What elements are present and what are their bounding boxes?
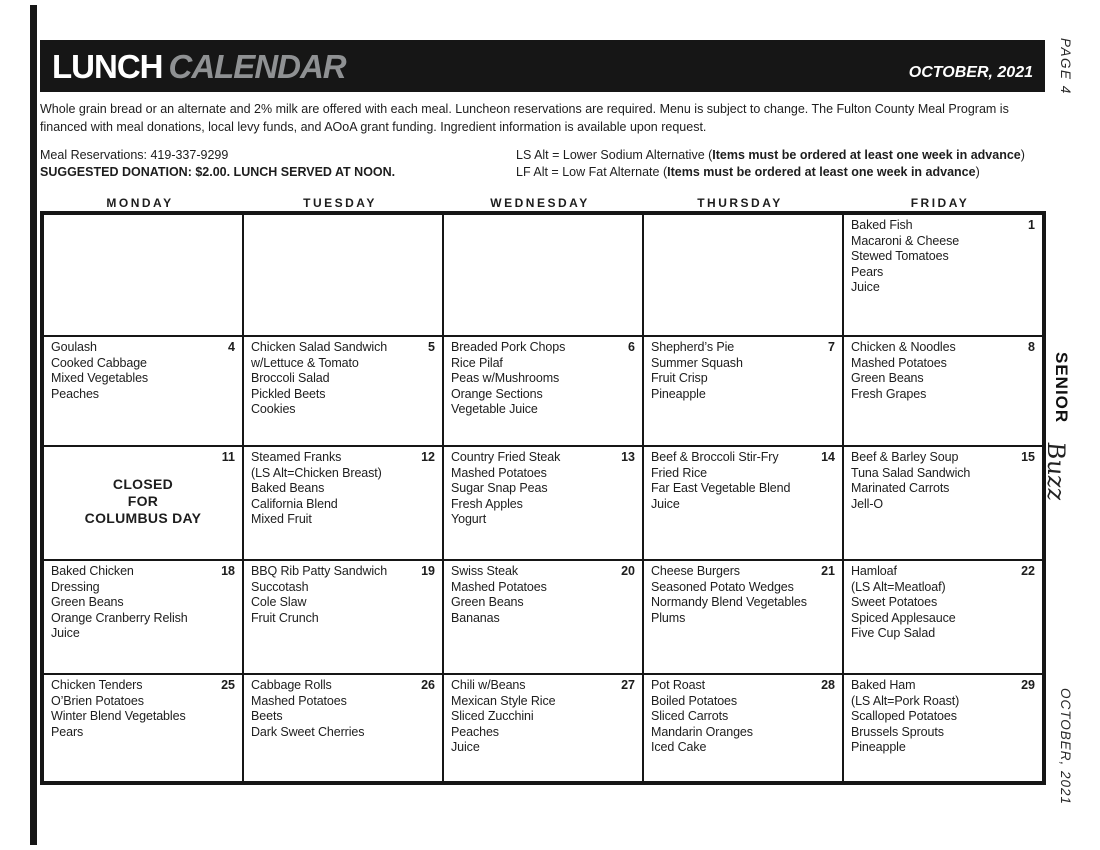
menu-item: Five Cup Salad (851, 626, 936, 641)
menu-item: Jell-O (851, 496, 884, 511)
day-number: 19 (421, 564, 435, 578)
closed-notice-line: CLOSED (112, 476, 174, 492)
menu-item: Sliced Zucchini (451, 709, 534, 724)
menu-item: Peaches (51, 386, 99, 401)
day-headers (40, 196, 1040, 210)
menu-item: Green Beans (451, 595, 524, 610)
menu-item: Chicken Salad Sandwich (251, 340, 388, 354)
menu-item: Shepherd’s Pie (651, 340, 735, 354)
menu-item: Chicken & Noodles (851, 340, 956, 354)
day-number: 21 (821, 564, 835, 578)
menu-item: Juice (451, 740, 480, 755)
menu-item: Pineapple (651, 386, 706, 401)
menu-item: Goulash (51, 340, 97, 354)
menu-item: Beef & Broccoli Stir-Fry (651, 450, 779, 464)
reservation-block (40, 147, 516, 181)
menu-item: Mexican Style Rice (451, 693, 556, 708)
closed-notice-line: COLUMBUS DAY (84, 510, 202, 526)
menu-item: Steamed Franks (251, 450, 342, 464)
calendar-cell (43, 560, 243, 674)
day-header-wednesday: WEDNESDAY (490, 196, 590, 210)
calendar-cell (843, 674, 1043, 782)
day-number: 25 (221, 678, 235, 692)
calendar-cell (43, 214, 243, 336)
menu-item: Normandy Blend Vegetables (651, 595, 807, 610)
legend-block (516, 147, 1045, 181)
menu-item: Scalloped Potatoes (851, 709, 957, 724)
calendar-cell (43, 446, 243, 560)
menu-item: Juice (651, 496, 680, 511)
calendar-cell (843, 214, 1043, 336)
menu-item: Green Beans (51, 595, 124, 610)
calendar-grid (40, 211, 1046, 785)
menu-item: Fruit Crisp (651, 371, 708, 386)
calendar-cell (243, 446, 443, 560)
lf-alt-prefix: LF Alt = Low Fat Alternate ( (516, 165, 668, 179)
menu-item: Plums (651, 610, 686, 625)
day-number: 4 (228, 340, 235, 354)
menu-item: Succotash (251, 579, 309, 594)
menu-item: Baked Beans (251, 481, 325, 496)
menu-item: Mandarin Oranges (651, 724, 753, 739)
calendar-cell (443, 674, 643, 782)
closed-notice-line: FOR (127, 493, 159, 509)
menu-item: Pot Roast (651, 678, 705, 692)
page-title (52, 47, 346, 85)
menu-item: Spiced Applesauce (851, 610, 956, 625)
menu-item: Boiled Potatoes (651, 693, 738, 708)
menu-item: California Blend (251, 496, 338, 511)
day-number: 11 (221, 450, 235, 464)
menu-item: Yogurt (451, 512, 487, 527)
calendar-cell (643, 446, 843, 560)
menu-item: Baked Ham (851, 678, 916, 692)
menu-item: Cooked Cabbage (51, 355, 147, 370)
day-number: 7 (828, 340, 835, 354)
menu-item: Macaroni & Cheese (851, 233, 960, 248)
menu-item: Orange Cranberry Relish (51, 610, 188, 625)
menu-item: Cole Slaw (251, 595, 307, 610)
side-script-logo: Buzz (1042, 440, 1070, 502)
day-number: 5 (428, 340, 435, 354)
menu-item: Orange Sections (451, 386, 543, 401)
menu-item: (LS Alt=Meatloaf) (851, 579, 946, 594)
menu-item: Bananas (451, 610, 500, 625)
calendar-cell (643, 214, 843, 336)
ls-alt-bold: Items must be ordered at least one week in advance (712, 148, 1021, 162)
menu-item: Juice (851, 280, 880, 295)
menu-item: Beets (251, 709, 283, 724)
menu-item: (LS Alt=Pork Roast) (851, 693, 960, 708)
menu-item: Far East Vegetable Blend (651, 481, 791, 496)
menu-item: Chicken Tenders (51, 678, 143, 692)
menu-item: Peas w/Mushrooms (451, 371, 560, 386)
title-primary: LUNCH (52, 47, 163, 85)
menu-item: Vegetable Juice (451, 402, 538, 417)
menu-item: Green Beans (851, 371, 924, 386)
menu-item: Sugar Snap Peas (451, 481, 548, 496)
side-publication-label: SENIOR (1052, 352, 1071, 424)
menu-item: w/Lettuce & Tomato (251, 355, 359, 370)
calendar-cell (443, 336, 643, 446)
menu-item: Rice Pilaf (451, 355, 503, 370)
calendar-cell (243, 560, 443, 674)
calendar-cell (443, 214, 643, 336)
menu-item: Cheese Burgers (651, 564, 740, 578)
side-page-label: PAGE 4 (1058, 38, 1073, 95)
menu-item: Fried Rice (651, 465, 707, 480)
day-number: 12 (421, 450, 435, 464)
menu-item: Iced Cake (651, 740, 707, 755)
closed-notice (51, 450, 235, 527)
calendar-cell (643, 674, 843, 782)
menu-item: Pears (51, 724, 84, 739)
calendar-cell (243, 674, 443, 782)
menu-item: Sweet Potatoes (851, 595, 938, 610)
calendar-cell (43, 674, 243, 782)
menu-item: Brussels Sprouts (851, 724, 944, 739)
menu-item: Broccoli Salad (251, 371, 330, 386)
main-content (40, 40, 1045, 785)
menu-item: Peaches (451, 724, 499, 739)
menu-item: Breaded Pork Chops (451, 340, 566, 354)
menu-item: Pears (851, 264, 884, 279)
menu-item: Dark Sweet Cherries (251, 724, 365, 739)
ls-alt-prefix: LS Alt = Lower Sodium Alternative ( (516, 148, 713, 162)
menu-item: Mashed Potatoes (451, 465, 547, 480)
menu-item: Cabbage Rolls (251, 678, 332, 692)
day-number: 8 (1028, 340, 1035, 354)
day-number: 27 (621, 678, 635, 692)
menu-item: Hamloaf (851, 564, 897, 578)
title-secondary: CALENDAR (168, 47, 346, 85)
day-number: 13 (621, 450, 635, 464)
day-number: 28 (821, 678, 835, 692)
reservation-line: Meal Reservations: 419-337-9299 (40, 148, 229, 162)
calendar-cell (843, 560, 1043, 674)
calendar-cell (843, 336, 1043, 446)
side-date-label: OCTOBER, 2021 (1058, 688, 1073, 806)
menu-item: Fresh Grapes (851, 386, 927, 401)
menu-item: Tuna Salad Sandwich (851, 465, 971, 480)
day-number: 20 (621, 564, 635, 578)
menu-item: Pineapple (851, 740, 906, 755)
menu-item: Mixed Vegetables (51, 371, 149, 386)
menu-item: Marinated Carrots (851, 481, 950, 496)
calendar-cell (443, 560, 643, 674)
menu-item: Swiss Steak (451, 564, 518, 578)
menu-item: Mashed Potatoes (251, 693, 347, 708)
menu-item: Dressing (51, 579, 100, 594)
day-header-monday: MONDAY (106, 196, 174, 210)
day-number: 6 (628, 340, 635, 354)
ls-alt-close: ) (1020, 148, 1025, 162)
menu-item: Summer Squash (651, 355, 743, 370)
menu-item: Mashed Potatoes (851, 355, 947, 370)
calendar-cell (843, 446, 1043, 560)
calendar-cell (643, 336, 843, 446)
menu-item: Beef & Barley Soup (851, 450, 959, 464)
menu-item: BBQ Rib Patty Sandwich (251, 564, 388, 578)
menu-item: Pickled Beets (251, 386, 326, 401)
menu-item: Fruit Crunch (251, 610, 319, 625)
menu-item: (LS Alt=Chicken Breast) (251, 465, 382, 480)
calendar-cell (443, 446, 643, 560)
calendar-cell (243, 336, 443, 446)
left-margin-bar (30, 5, 37, 845)
day-header-friday: FRIDAY (910, 196, 970, 210)
day-number: 22 (1021, 564, 1035, 578)
lf-alt-bold: Items must be ordered at least one week in advance (667, 165, 976, 179)
day-number: 18 (221, 564, 235, 578)
calendar-cell (43, 336, 243, 446)
info-row (40, 147, 1045, 181)
menu-item: Baked Chicken (51, 564, 134, 578)
day-header-thursday: THURSDAY (697, 196, 783, 210)
menu-item: Country Fried Steak (451, 450, 561, 464)
menu-item: Chili w/Beans (451, 678, 526, 692)
menu-item: Juice (51, 626, 80, 641)
ls-alt-line (516, 147, 1045, 164)
menu-item: Winter Blend Vegetables (51, 709, 186, 724)
day-number: 26 (421, 678, 435, 692)
calendar-cell (243, 214, 443, 336)
day-number: 29 (1021, 678, 1035, 692)
day-number: 15 (1021, 450, 1035, 464)
menu-item: Stewed Tomatoes (851, 249, 949, 264)
menu-item: Sliced Carrots (651, 709, 729, 724)
day-header-tuesday: TUESDAY (303, 196, 377, 210)
donation-line: SUGGESTED DONATION: $2.00. LUNCH SERVED AT NOON. (40, 165, 396, 179)
menu-item: Mixed Fruit (251, 512, 312, 527)
header-date: OCTOBER, 2021 (908, 64, 1033, 81)
calendar-cell (643, 560, 843, 674)
menu-item: Baked Fish (851, 218, 913, 232)
lf-alt-line (516, 164, 1045, 181)
title-bar (40, 40, 1045, 92)
day-number: 1 (1028, 218, 1035, 232)
menu-item: Mashed Potatoes (451, 579, 547, 594)
day-number: 14 (821, 450, 835, 464)
menu-item: O’Brien Potatoes (51, 693, 144, 708)
menu-item: Cookies (251, 402, 296, 417)
menu-item: Fresh Apples (451, 496, 523, 511)
lf-alt-close: ) (975, 165, 980, 179)
intro-text: Whole grain bread or an alternate and 2% milk are offered with each meal. Luncheon reservations are required. Menu is subject to change. The Fulton County Meal Program is financed with meal donations, local levy funds, and AOoA grant funding. Ingredient information is available upon request. (40, 102, 1009, 134)
menu-item: Seasoned Potato Wedges (651, 579, 794, 594)
